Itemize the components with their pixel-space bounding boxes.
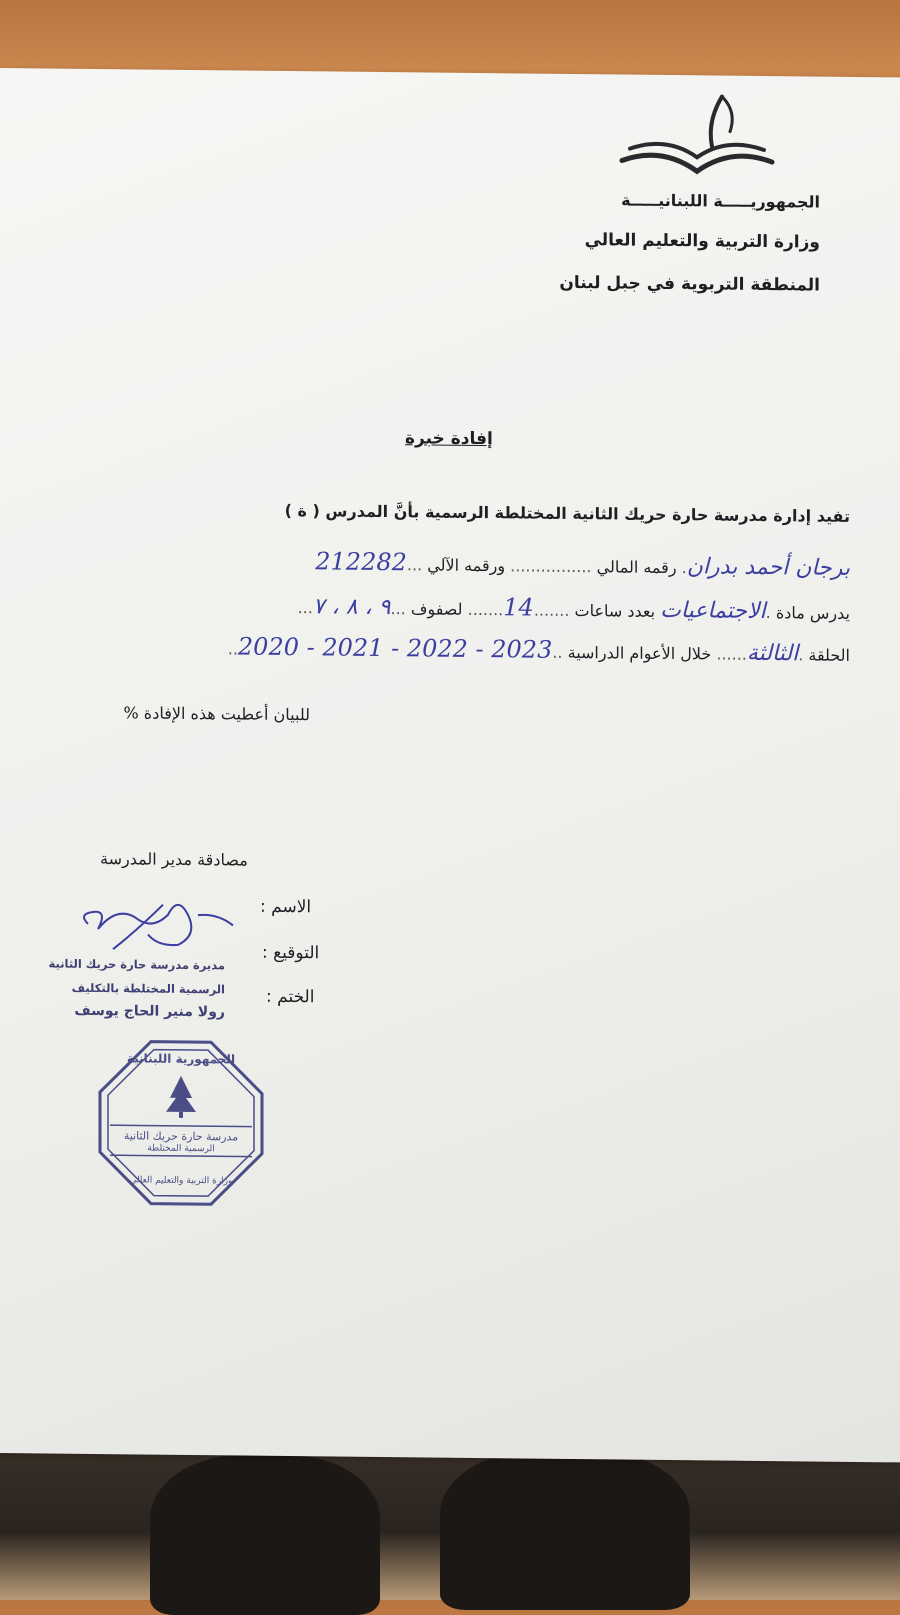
seal-label: الختم : bbox=[266, 986, 315, 1008]
document-title: إفادة خبرة bbox=[405, 428, 493, 450]
cycle-label: الحلقة bbox=[808, 645, 850, 665]
signature-label: التوقيع : bbox=[262, 942, 320, 964]
hours-label: بعدد ساعات bbox=[574, 601, 656, 621]
seal-bottom-text: وزارة التربية والتعليم العالي bbox=[129, 1175, 233, 1187]
closing-line: للبيان أعطيت هذه الإفادة % bbox=[123, 703, 310, 725]
header-region: المنطقة التربوية في جبل لبنان bbox=[559, 272, 820, 296]
financial-number-label: رقمه المالي bbox=[596, 557, 677, 578]
header-ministry: وزارة التربية والتعليم العالي bbox=[584, 230, 820, 253]
hours-value: 14 bbox=[503, 593, 534, 622]
stamp-line-role: الرسمية المختلطة بالتكليف bbox=[71, 980, 225, 997]
approval-heading: مصادقة مدير المدرسة bbox=[100, 849, 248, 870]
stamp-line-title: مديرة مدرسة حارة حريك الثانية bbox=[48, 956, 225, 973]
classes-label: لصفوف bbox=[410, 599, 463, 619]
intro-line: تفيد إدارة مدرسة حارة حريك الثانية المختلطة الرسمية بأنَّ المدرس ( ة ) bbox=[284, 500, 850, 526]
principal-signature bbox=[68, 884, 248, 956]
classes-value: ٩ ، ٨ ، ٧ bbox=[312, 594, 391, 621]
subject-handwritten: الاجتماعيات bbox=[660, 597, 766, 625]
teacher-name-handwritten: برجان أحمد بدران bbox=[686, 554, 850, 581]
stamp-line-name: رولا منير الحاج يوسف bbox=[74, 1002, 225, 1021]
teaches-label: يدرس مادة bbox=[775, 603, 850, 623]
right-shoe bbox=[440, 1450, 690, 1610]
left-shoe bbox=[150, 1455, 380, 1615]
ministry-logo-icon bbox=[612, 90, 782, 182]
seal-center-line2: الرسمية المختلطة bbox=[147, 1143, 215, 1155]
document-page bbox=[0, 68, 900, 1462]
seal-top-text: الجمهورية اللبنانية bbox=[126, 1051, 236, 1067]
cycle-handwritten: الثالثة bbox=[746, 640, 799, 667]
line-subject-hours: يدرس مادة .الاجتماعيات بعدد ساعات .......14....... لصفوف ...٩ ، ٨ ، ٧... bbox=[297, 593, 850, 625]
years-label: خلال الأعوام الدراسية bbox=[567, 642, 712, 664]
header-republic: الجمهوريـــــة اللبنانيـــــة bbox=[621, 190, 820, 212]
line-name-numbers: برجان أحمد بدران. رقمه المالي ................ ورقمه الآلي ...212282 bbox=[315, 547, 850, 581]
line-cycle-years: الحلقة .الثالثة...... خلال الأعوام الدراسية ..2023 - 2022 - 2021 - 2020.. bbox=[227, 632, 850, 667]
years-value: 2023 - 2022 - 2021 - 2020 bbox=[237, 632, 553, 664]
school-seal bbox=[96, 1037, 266, 1209]
seal-center-line1: مدرسة حارة حريك الثانية bbox=[123, 1129, 239, 1144]
name-label: الاسم : bbox=[260, 896, 312, 918]
auto-number-label: ورقمه الآلي bbox=[427, 555, 506, 576]
auto-number-value: 212282 bbox=[315, 547, 407, 577]
financial-number-value: ........ bbox=[550, 556, 592, 577]
